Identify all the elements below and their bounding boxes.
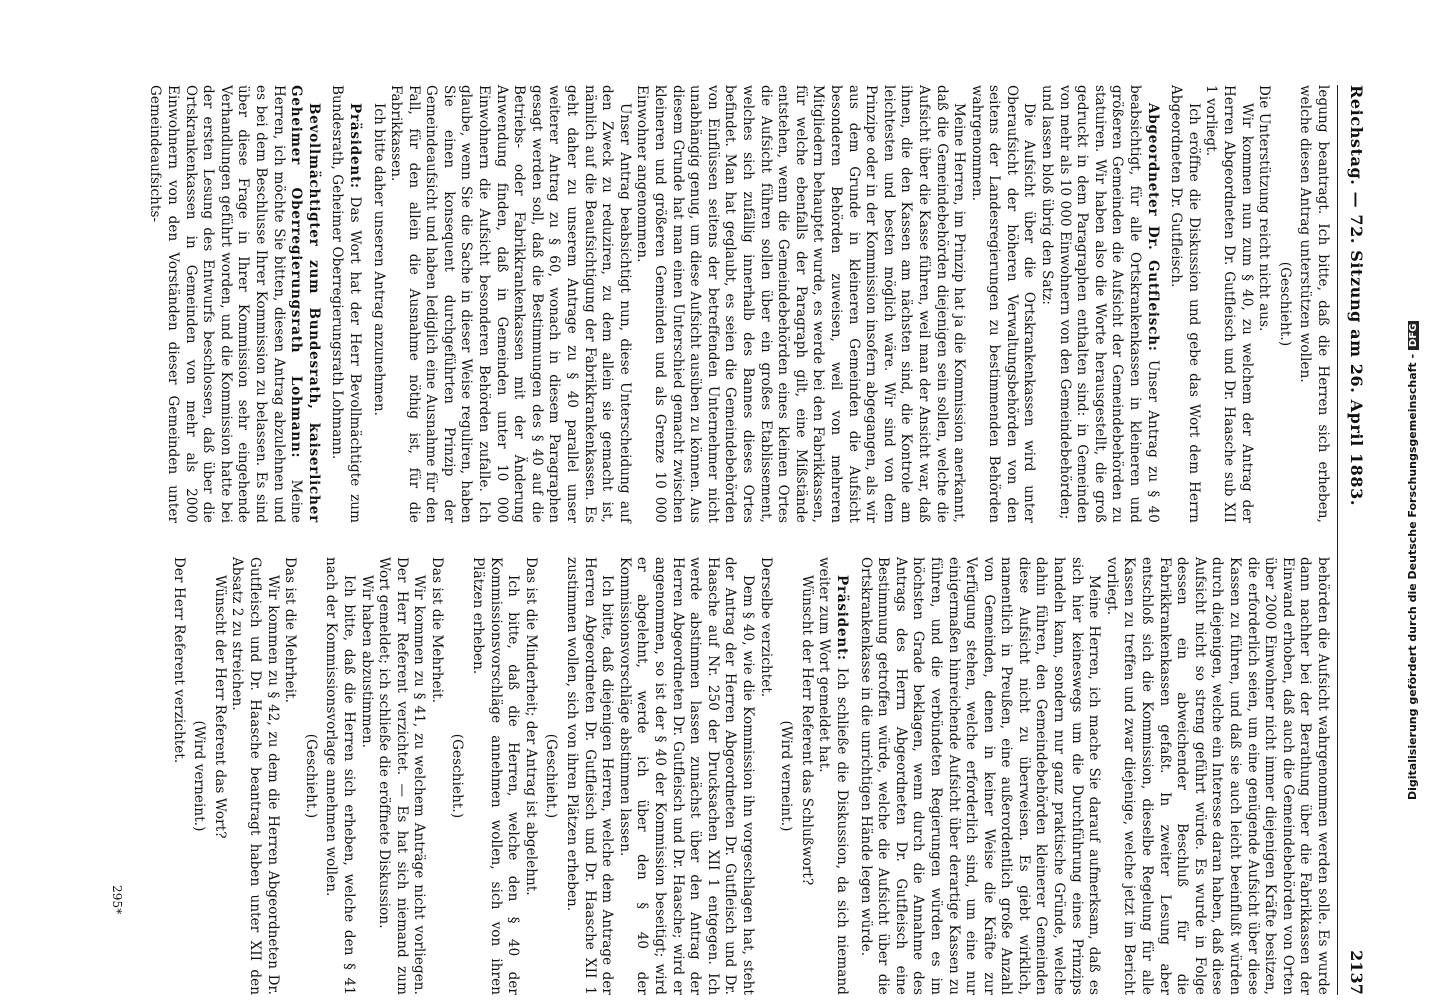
rotated-page-content — [35, 85, 1365, 995]
text-paragraph: Das ist die Mehrheit. — [282, 557, 299, 704]
text-paragraph: behörden die Aufsicht wahrgenommen werden solle. Es wurde dann nachher bei der Berathung über die Fabrikkassen der Einwand erhoben, daß auch die Gemeindebehörden von Orten über 2000 Einwohner nicht immer diejenigen Kräfte besitzen, die erforderlich seien, um eine genügende Aufsicht über diese Kassen zu führen, und daß sie auch leicht beeinflußt würden durch diejenigen, welche ein Interesse daran haben, daß diese Aufsicht nicht so streng geführt würde. Es wurde in Folge dessen ein abweichender Beschluß für die Fabrikkrankenkassen gefaßt. In zweiter Lesung aber entschloß sich die Kommission, dieselbe Regelung für alle Kassen zu treffen und zwar diejenige, welche jetzt im Bericht vorliegt. — [1103, 557, 1331, 995]
text-paragraph: Unser Antrag beabsichtigt nun, diese Unterscheidung auf den Zweck zu reduziren, zu dem allein sie gemacht ist, nämlich auf die Beaufsichtigung der Fabrikkrankenkassen. Es geht daher zu unserem Antrage zu § 40 parallel unser weiterer Antrag zu § 60, wonach in diesem Paragraphen gesagt werden soll, daß die Bestimmungen des § 40 auf die Betriebs- oder Fabrikkrankenkassen mit der Änderung Anwendung finden, daß in Gemeinden unter 10 000 Einwohnern die Aufsicht besonderen Behörden zufalle. Ich glaube, wenn Sie die Sache in dieser Weise reguliren, haben Sie einen konsequent durchgeführten Prinzip der Gemeindeaufsicht und haben lediglich eine Ausnahme für den Fall, für den allein die Ausnahme nöthig ist, für die Fabrikkassen. — [388, 85, 633, 523]
text-paragraph: Meine Herren, ich mache Sie darauf aufmerksam, daß es sich hier keineswegs um die Durchführung eines Prinzips handeln kann, sondern nur ganz praktische Gründe, welche dahin führen, den Gemeindebehörden kleinerer Gemeinden diese Aufsicht nicht zu überweisen. Es giebt wirklich, namentlich in Preußen, eine außerordentlich große Anzahl von Gemeinden, denen in keiner Weise die Kräfte zur Verfügung stehen, welche erforderlich sind, um eine nur einigermaßen hinreichende Aufsicht über derartige Kassen zu führen, und die verbündeten Regierungen würden es im höchsten Grade beklagen, wenn durch die Annahme des Antrags des Herrn Abgeordneten Dr. Gutfleisch eine Bestimmung getroffen würde, welche die Aufsicht über die Ortskrankenkasse in die unrichtigen Hände legen würde. — [857, 557, 1103, 995]
text-paragraph: Der Herr Referent verzichtet. — [170, 557, 187, 764]
signature-mark: 295* — [110, 885, 124, 915]
text-paragraph: Ich bitte, daß die Herren sich erheben, welche den § 41 nach der Kommissionsvorlage annehmen wollen. — [323, 557, 357, 995]
speaker-name: Bevollmächtigter zum Bundesrath, kaiserlicher Geheimer Oberregierungsrath Lohmann: — [288, 85, 322, 523]
text-paragraph: Wir haben abzustimmen. — [358, 575, 375, 749]
stage-direction: (Geschieht.) — [302, 733, 319, 819]
text-paragraph: Wir kommen zu § 42, zu dem die Herren Abgeordneten Dr. Gutfleisch und Dr. Haasche beantragt haben unter XII den Absatz 2 zu streichen. — [229, 557, 281, 995]
dfg-logo: DFG — [1408, 321, 1419, 350]
speech-paragraph — [1055, 85, 1161, 523]
stage-direction: (Geschieht.) — [449, 733, 466, 819]
dfg-credit-line — [1406, 280, 1422, 800]
speech-paragraph — [815, 557, 850, 995]
text-paragraph: Ich bitte, daß die Herren, welche den § 40 der Kommissionsvorschläge annehmen wollen, sich von ihren Plätzen erheben. — [470, 557, 522, 995]
text-paragraph: Wir kommen zu § 41, zu welchem Anträge nicht vorliegen. Der Herr Referent verzichtet. — Es hat sich niemand zum Wort gemeldet; ich schließe die eröffnete Diskussion. — [376, 557, 428, 995]
page-header-title: Reichstag. — 72. Sitzung am 26. April 1883. — [1347, 85, 1366, 507]
speech-paragraph — [328, 85, 363, 523]
text-paragraph: Das ist die Minderheit; der Antrag ist abgelehnt. — [522, 557, 539, 896]
speech-paragraph — [146, 85, 322, 523]
stage-direction: (Wird verneint.) — [191, 720, 208, 832]
text-paragraph: Derselbe verzichtet. — [757, 557, 774, 698]
dfg-credit-text: Digitalisierung gefördert durch die Deutsche Forschungsgemeinschaft - — [1406, 353, 1419, 800]
text-paragraph: Ich bitte, daß diejenigen Herren, welche dem Antrage der Herren Abgeordneten Dr. Gutfleisch und Dr. Haasche XII 1 zustimmen wollen, sich von ihren Plätzen erheben. — [564, 557, 616, 995]
speaker-name: Präsident: — [346, 103, 363, 189]
right-text-column — [169, 557, 1331, 995]
header-rule — [1337, 85, 1338, 995]
text-paragraph: Ich bitte daher unseren Antrag anzunehmen. — [370, 103, 387, 417]
page-header — [1339, 85, 1365, 995]
text-paragraph: Das ist die Mehrheit. — [428, 557, 445, 704]
speech-text: Meine Herren, ich möchte Sie bitten, diesen Antrag abzulehnen und es bei dem Beschlusse Ihrer Kommission zu belassen. Es sind über diese Frage in Ihrer Kommission sehr eingehende Verhandlungen geführt worden, und die Kommission hatte bei der ersten Lesung des Entwurfs beschlossen, daß über die Ortskrankenkassen in Gemeinden von mehr als 2000 Einwohnern von den Vorständen dieser Gemeinden unter Gemeindeaufsichts- — [147, 85, 305, 523]
stage-direction: (Wird verneint.) — [778, 720, 795, 832]
speaker-name: Abgeordneter Dr. Gutfleisch: — [1144, 103, 1161, 352]
stage-direction: (Geschieht.) — [1276, 261, 1293, 347]
speech-text: Das Wort hat der Herr Bevollmächtigte zum Bundesrath, Geheimer Oberregierungsrath Lohmann. — [329, 85, 363, 523]
text-paragraph: legung beantragt. Ich bitte, daß die Herren sich erheben, welche diesen Antrag unterstützen wollen. — [1297, 85, 1331, 523]
stage-direction: (Geschieht.) — [543, 733, 560, 819]
left-text-column — [146, 85, 1331, 523]
speech-text: Unser Antrag zu § 40 beabsichtigt, für alle Ortskrankenkassen in kleineren und größeren Gemeinden die Aufsicht der Gemeindebehörden zu statuiren. Wir haben also die Worte herausgestellt, die groß gedruckt in dem Paragraphen enthalten sind: in Gemeinden von mehr als 10 000 Einwohnern von den Gemeindebehörden; — [1056, 85, 1161, 523]
text-paragraph: Dem § 40, wie die Kommission ihn vorgeschlagen hat, steht der Antrag der Herren Abgeordneten Dr. Gutfleisch und Dr. Haasche auf Nr. 250 der Drucksachen XII 1 entgegen. Ich werde abstimmen lassen zunächst über den Antrag der Herren Abgeordneten Dr. Gutfleisch und Dr. Haasche; wird er angenommen, so ist der § 40 der Kommission beseitigt; wird er abgelehnt, werde ich über den § 40 der Kommissionsvorschläge abstimmen lassen. — [616, 557, 756, 995]
text-paragraph: Wünscht der Herr Referent das Wort? — [211, 575, 228, 839]
text-paragraph: Die Aufsicht über die Ortskrankenkassen wird unter Oberaufsicht der höheren Verwaltungsbehörden von den seitens der Landesregierungen zu bestimmenden Behörden wahrgenommen. — [968, 85, 1038, 523]
speech-text: Ich schließe die Diskussion, da sich niemand weiter zum Wort gemeldet hat. — [816, 557, 850, 995]
text-paragraph: Meine Herren, im Prinzip hat ja die Kommission anerkannt, daß die Gemeindebehörden diejenigen sein sollen, welche die Aufsicht über die Kasse führen, weil man der Ansicht war, daß ihnen, die den Kassen am nächsten sind, die Kontrole am leichtesten und besten möglich wäre. Wir sind von dem Prinzipe oder in der Kommission insofern abgegangen, als wir aus dem Grunde in kleineren Gemeinden die Aufsicht besonderen Behörden zuweisen, weil von mehreren Mitgliedern behauptet wurde, es werde bei den Fabrikkassen, für welche ebenfalls der Paragraph gilt, eine Mißstände entstehen, wenn die Gemeindebehörden eines kleinen Ortes die Aufsicht führen sollen über ein großes Etablissement, welches sich zufällig innerhalb des Bannes dieses Ortes befindet. Man hat geglaubt, es seien die Gemeindebehörden von Einflüssen seitens der betreffenden Unternehmer nicht unabhängig genug, um diese Aufsicht ausüben zu können. Aus diesem Grunde hat man einen Unterschied gemacht zwischen kleineren und größeren Gemeinden und als Grenze 10 000 Einwohner angenommen. — [634, 85, 968, 523]
speaker-name: Präsident: — [833, 575, 850, 661]
page-number: 2137 — [1347, 950, 1366, 995]
text-paragraph: Wünscht der Herr Referent das Schlußwort? — [798, 575, 815, 886]
text-paragraph: und lassen bloß übrig den Satz: — [1039, 85, 1056, 306]
text-paragraph: Wir kommen nun zum § 40, zu welchem der Antrag der Herren Abgeordneten Dr. Gutfleisch und Dr. Haasche sub XII 1 vorliegt. — [1203, 85, 1255, 523]
text-paragraph: Ich eröffne die Diskussion und gebe das Wort dem Herrn Abgeordneten Dr. Gutfleisch. — [1168, 85, 1202, 523]
text-paragraph: Die Unterstützung reicht nicht aus. — [1256, 85, 1273, 332]
